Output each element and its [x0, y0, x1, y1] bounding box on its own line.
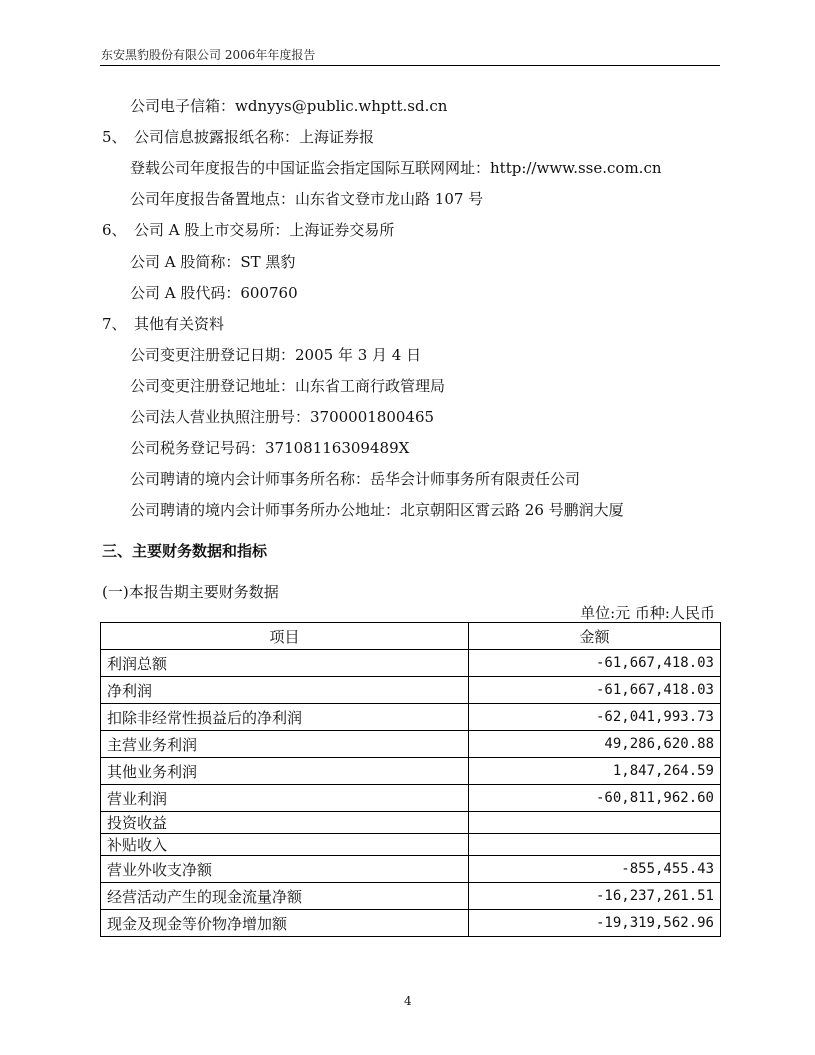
table-row: [101, 812, 721, 834]
table-row: [101, 883, 721, 910]
auditor-address: 公司聘请的境内会计师事务所办公地址：北京朝阳区霄云路 26 号鹏润大厦: [130, 501, 624, 519]
row-amount: 49,286,620.88: [469, 731, 721, 758]
item-5-newspaper: 5、 公司信息披露报纸名称：上海证券报: [102, 128, 375, 146]
row-amount: [469, 834, 721, 856]
row-amount: -855,455.43: [469, 856, 721, 883]
row-item: 营业利润: [101, 785, 469, 812]
item-6-exchange: 6、 公司 A 股上市交易所：上海证券交易所: [102, 221, 395, 239]
item-7-other-info: 7、 其他有关资料: [102, 315, 225, 333]
document-header: 东安黑豹股份有限公司 2006年年度报告: [101, 48, 316, 62]
registration-address: 公司变更注册登记地址：山东省工商行政管理局: [130, 377, 446, 395]
row-item: 其他业务利润: [101, 758, 469, 785]
table-row: [101, 785, 721, 812]
row-amount: -62,041,993.73: [469, 704, 721, 731]
row-amount: -60,811,962.60: [469, 785, 721, 812]
row-item: 利润总额: [101, 650, 469, 677]
page-number: 4: [404, 994, 412, 1008]
table-row: [101, 677, 721, 704]
table-row: [101, 731, 721, 758]
row-amount: -61,667,418.03: [469, 677, 721, 704]
business-license-number: 公司法人营业执照注册号：3700001800465: [130, 408, 435, 426]
section-title: 三、主要财务数据和指标: [102, 542, 268, 560]
column-header-amount: 金额: [469, 623, 721, 650]
row-amount: 1,847,264.59: [469, 758, 721, 785]
auditor-name: 公司聘请的境内会计师事务所名称：岳华会计师事务所有限责任公司: [130, 470, 581, 488]
tax-registration-number: 公司税务登记号码：37108116309489X: [130, 439, 410, 457]
table-row: [101, 704, 721, 731]
row-item: 营业外收支净额: [101, 856, 469, 883]
table-row: [101, 856, 721, 883]
table-row: [101, 650, 721, 677]
table-row: [101, 910, 721, 937]
column-header-item: 项目: [101, 623, 469, 650]
row-item: 扣除非经常性损益后的净利润: [101, 704, 469, 731]
stock-code: 公司 A 股代码：600760: [130, 284, 298, 302]
row-amount: [469, 812, 721, 834]
header-divider: [100, 65, 720, 66]
stock-short-name: 公司 A 股简称：ST 黑豹: [130, 253, 296, 271]
row-amount: -19,319,562.96: [469, 910, 721, 937]
row-item: 投资收益: [101, 812, 469, 834]
row-item: 经营活动产生的现金流量净额: [101, 883, 469, 910]
section-subtitle: (一)本报告期主要财务数据: [102, 583, 279, 601]
row-item: 现金及现金等价物净增加额: [101, 910, 469, 937]
report-filing-location: 公司年度报告备置地点：山东省文登市龙山路 107 号: [130, 190, 484, 208]
table-row: [101, 758, 721, 785]
row-amount: -61,667,418.03: [469, 650, 721, 677]
currency-unit: 单位:元 币种:人民币: [580, 604, 715, 622]
row-item: 净利润: [101, 677, 469, 704]
company-email: 公司电子信箱：wdnyys@public.whptt.sd.cn: [130, 97, 448, 115]
row-amount: -16,237,261.51: [469, 883, 721, 910]
registration-date: 公司变更注册登记日期：2005 年 3 月 4 日: [130, 346, 422, 364]
table-row: [101, 834, 721, 856]
financial-data-table: [100, 622, 721, 937]
report-website: 登载公司年度报告的中国证监会指定国际互联网网址：http://www.sse.com.cn: [130, 159, 662, 177]
row-item: 主营业务利润: [101, 731, 469, 758]
table-header-row: [101, 623, 721, 650]
row-item: 补贴收入: [101, 834, 469, 856]
